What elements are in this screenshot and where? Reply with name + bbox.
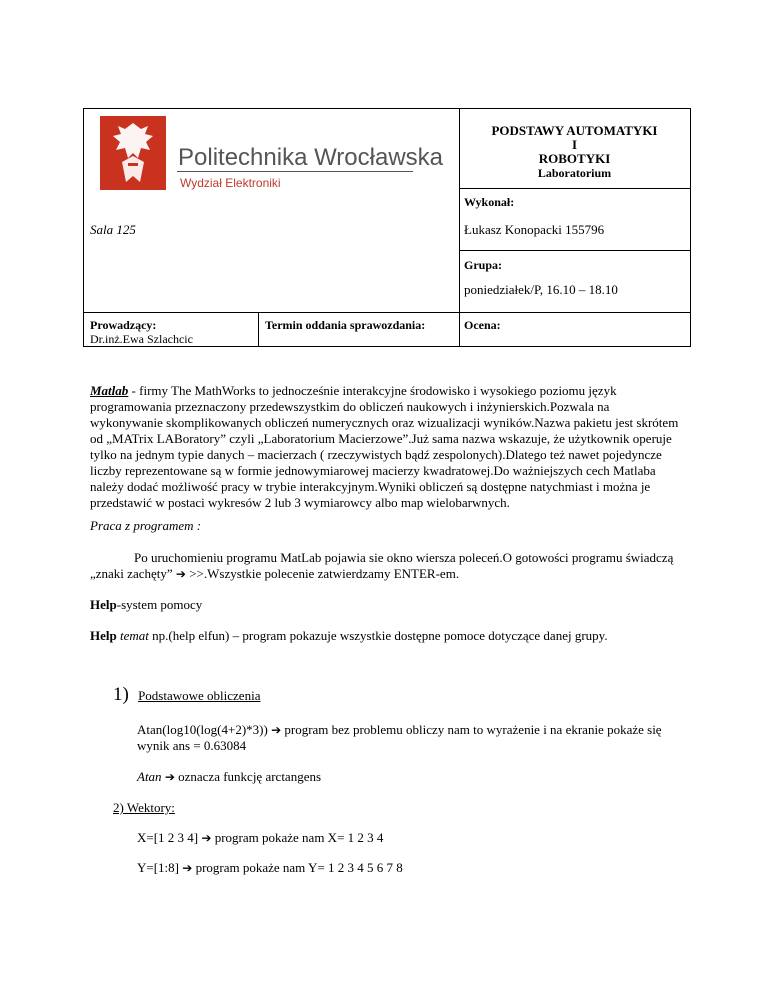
grade-label: Ocena: [464, 318, 501, 332]
help-description: -system pomocy [116, 597, 203, 612]
vector-command-1: X=[1 2 3 4] [137, 830, 199, 845]
work-text-b: >>.Wszystkie polecenie zatwierdzamy ENTER-em. [189, 566, 460, 581]
section1-heading [113, 684, 260, 706]
section1-number: 1) [113, 684, 129, 705]
vector-example-1 [137, 830, 383, 846]
arrow-icon: ➔ [182, 861, 193, 875]
intro-text: - firmy The MathWorks to jednocześnie interakcyjne środowisko i wysokiego poziomu język programowania przeznaczony przedewszystkim do obliczeń naukowych i inżynierskich.Pozwala na wykonywanie skomplikowanych obliczeń numerycznych oraz wizualizacji wyników.Nazwa pakietu jest skrótem od „MATrix LABoratory” czyli „Laboratorium Macierzowe”.Już sama nazwa wskazuje, że użytkownik operuje tylko na jednym typie danych – macierzach ( rzeczywistych bądź zespolonych).Dlatego też nawet pojedyncze liczby reprezentowane są w formie jednowymiarowej macierzy kwadratowej.Do ważniejszych cech Matlaba należy dodać możliwość pracy w trybie interakcyjnym.Wyniki obliczeń są dostępne natychmiast i można je przedstawić w postaci wykresów 2 lub 3 wymiarowcy albo map wielobarwnych. [90, 383, 679, 510]
faculty-name: Wydział Elektroniki [180, 176, 281, 190]
deadline-label: Termin oddania sprawozdania: [265, 318, 426, 332]
instructor-name: Dr.inż.Ewa Szlachcic [90, 332, 193, 346]
expression-text: Atan(log10(log(4+2)*3)) [137, 722, 268, 737]
section2-heading: 2) Wektory: [113, 800, 175, 815]
vector-result-2: program pokaże nam Y= 1 2 3 4 5 6 7 8 [195, 860, 403, 875]
intro-paragraph [90, 383, 680, 511]
course-line-1: PODSTAWY AUTOMATYKI [491, 123, 658, 138]
course-line-3: ROBOTYKI [538, 151, 611, 166]
performed-by-label: Wykonał: [464, 195, 515, 209]
university-name: Politechnika Wrocławska [178, 144, 443, 171]
expression-result-b: wynik ans = 0.63084 [137, 738, 247, 753]
vector-command-2: Y=[1:8] [137, 860, 179, 875]
author-name: Łukasz Konopacki 155796 [464, 222, 605, 237]
help-line-2 [90, 628, 608, 644]
section1-expression [137, 722, 687, 754]
university-logo [98, 116, 443, 192]
course-title [459, 124, 690, 180]
atan-line [137, 769, 321, 785]
help-line-1 [90, 597, 202, 613]
section1-title: Podstawowe obliczenia [138, 688, 261, 703]
arrow-icon: ➔ [175, 567, 186, 581]
atan-term: Atan [137, 769, 162, 784]
course-line-4: Laboratorium [537, 166, 612, 180]
arrow-icon: ➔ [201, 831, 212, 845]
work-text-a: Po uruchomieniu programu MatLab pojawia sie okno wiersza poleceń.O gotowości programu świadczą „znaki zachęty” [90, 550, 674, 581]
course-line-2: I [571, 137, 578, 152]
help-topic-command: Help [90, 628, 117, 643]
arrow-icon: ➔ [164, 770, 175, 784]
arrow-icon: ➔ [271, 723, 282, 737]
work-heading: Praca z programem : [90, 518, 202, 533]
help-command: Help [90, 597, 117, 612]
room-label: Sala 125 [90, 222, 136, 237]
group-label: Grupa: [464, 258, 503, 272]
work-paragraph [90, 550, 680, 582]
help-topic-word: temat [119, 628, 149, 643]
atan-description: oznacza funkcję arctangens [178, 769, 322, 784]
help-topic-description: np.(help elfun) – program pokazuje wszystkie dostępne pomoce dotyczące danej grupy. [148, 628, 608, 643]
matlab-term: Matlab [90, 383, 129, 398]
expression-result-a: program bez problemu obliczy nam to wyrażenie i na ekranie pokaże się [284, 722, 662, 737]
vector-example-2 [137, 860, 403, 876]
group-value: poniedziałek/P, 16.10 – 18.10 [464, 282, 618, 297]
vector-result-1: program pokaże nam X= 1 2 3 4 [214, 830, 384, 845]
instructor-label: Prowadzący: [90, 318, 157, 332]
